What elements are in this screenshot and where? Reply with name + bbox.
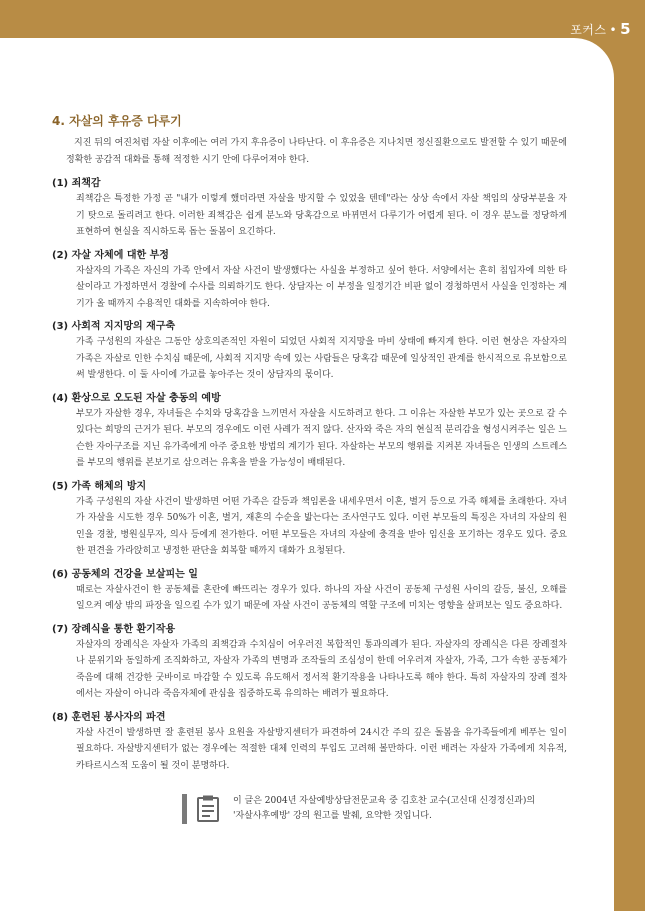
subsection-title: (1) 죄책감 (52, 178, 101, 189)
subsection-title: (5) 가족 해체의 방지 (52, 480, 147, 492)
memo-icon (189, 794, 227, 824)
subsection-body: 자살 사건이 발생하면 잘 훈련된 봉사 요원을 자살방지센터가 파견하여 24시간 주의 깊은 돌봄을 유가족들에게 베푸는 일이 필요하다. 자살방지센터가 없는 경우에는 적절한 대체 인력의 투입도 고려해 볼만하다. 이런 배려는 자살자 가족에게 치유적, 카타르시스적 도움이 될 것이 분명하다. (76, 727, 567, 771)
section-title: 4. 자살의 후유증 다루기 (52, 114, 182, 128)
subsection-body: 자살자의 장례식은 자살자 가족의 죄책감과 수치심이 어우러진 복합적인 통과의례가 된다. 자살자의 장례식은 다른 장례절차나 분위기와 동일하게 조직화하고, 자살자 가족의 변명과 조작들의 조심성이 한데 어우러져 자살자, 가족, 그가 속한 공동체가 죽음에 대해 건강한 굿바이로 마감할 수 있도록 유도해서 정서적 환기작용을 나타나도록 해야 한다. 특히 자살자의 장례 절차에서는 자살이 아니라 죽음자체에 관심을 집중하도록 유의하는 배려가 필요하다. (76, 639, 567, 699)
subsection-4 (52, 389, 567, 472)
article-body (52, 112, 567, 776)
subsection-3 (52, 317, 567, 384)
subsection-title: (4) 환상으로 오도된 자살 충동의 예방 (52, 392, 221, 404)
subsection-5 (52, 477, 567, 560)
page-number: 5 (620, 20, 631, 38)
subsection-body: 죄책감은 특정한 가정 곧 "내가 이렇게 했더라면 자살을 방지할 수 있었을 텐데"라는 상상 속에서 자살 책임의 상당부분을 자기 탓으로 돌리려고 한다. 이러한 죄책감은 쉽게 분노와 당혹감으로 바뀌면서 다루기가 어렵게 된다. 이 경우 분노를 정당하게 표현하여 현실을 직시하도록 돕는 돌봄이 요긴하다. (76, 194, 567, 237)
subsection-1 (52, 174, 567, 241)
note-bar (182, 794, 187, 824)
subsection-2 (52, 246, 567, 313)
subsection-7 (52, 620, 567, 703)
subsection-body: 자살자의 가족은 자신의 가족 안에서 자살 사건이 발생했다는 사실을 부정하고 싶어 한다. 서양에서는 흔히 침입자에 의한 타살이라고 가정하면서 경찰에 수사를 의뢰하기도 한다. 상담자는 이 부정을 일정기간 비판 없이 경청하면서 사실을 인정하는 계기가 올 때까지 수용적인 대화를 지속하여야 한다. (76, 265, 567, 309)
subsection-8 (52, 708, 567, 775)
subsection-title: (3) 사회적 지지망의 재구축 (52, 321, 176, 332)
subsection-title: (8) 훈련된 봉사자의 파견 (52, 711, 166, 723)
section-name: 포커스 (570, 23, 607, 37)
header-separator: • (609, 23, 618, 37)
subsection-body: 부모가 자살한 경우, 자녀들은 수치와 당혹감을 느끼면서 자살을 시도하려고 한다. 그 이유는 자살한 부모가 있는 곳으로 갈 수 있다는 희망의 근거가 된다. 부모의 경우에도 이런 사례가 적지 않다. 산자와 죽은 자의 현실적 분리감을 형성시켜주는 일은 느슨한 자아구조를 지닌 유가족에게 아주 중요한 방법의 계기가 된다. 자살하는 부모의 행위를 지켜본 자녀들은 인생의 스트레스를 부모의 행위를 본보기로 삼으려는 유혹을 받을 가능성이 배태된다. (76, 408, 567, 468)
note-line-2: '자살사후예방' 강의 원고를 발췌, 요약한 것입니다. (233, 811, 432, 821)
section-intro: 지진 뒤의 여진처럼 자살 이후에는 여러 가지 후유증이 나타난다. 이 후유증은 지나치면 정신질환으로도 발전할 수 있기 때문에 정확한 공감적 대화를 통해 적정한 시기 안에 다루어져야 한다. (66, 138, 567, 165)
subsection-title: (6) 공동체의 건강을 보살피는 일 (52, 568, 198, 580)
subsection-6 (52, 565, 567, 615)
note-text (233, 794, 535, 824)
note-line-1: 이 글은 2004년 자살예방상담전문교육 중 김호찬 교수(고신대 신경정신과)의 (233, 796, 536, 806)
subsection-title: (7) 장례식을 통한 환기작용 (52, 623, 176, 635)
source-note (182, 794, 582, 824)
subsection-title: (2) 자살 자체에 대한 부정 (52, 249, 169, 261)
page-header (570, 20, 631, 38)
subsection-body: 가족 구성원의 자살은 그동안 상호의존적인 자원이 되었던 사회적 지지망을 마비 상태에 빠지게 한다. 이런 현상은 자살자의 가족은 자살로 인한 수치심 때문에, 사회적 지지망 속에 있는 사람들은 당혹감 때문에 일상적인 관계를 한시적으로 유보함으로써 발생한다. 이 둘 사이에 가교를 놓아주는 것이 상담자의 몫이다. (76, 337, 567, 380)
subsection-body: 가족 구성원의 자살 사건이 발생하면 어떤 가족은 갈등과 책임론을 내세우면서 이혼, 별거 등으로 가족 해체를 초래한다. 자녀가 자살을 시도한 경우 50%가 이혼, 별거, 재혼의 수순을 밟는다는 조사연구도 있다. 이런 부모들의 특징은 자녀의 자살의 원인을 경찰, 병원실무자, 의사 등에게 전가한다. 어떤 부모들은 자녀의 자살에 충격을 받아 임신을 포기하는 경우도 있다. 중요한 편견을 가라앉히고 냉정한 판단을 회복할 때까지 대화가 요청된다. (76, 496, 567, 556)
subsection-body: 때로는 자살사건이 한 공동체를 혼란에 빠뜨리는 경우가 있다. 하나의 자살 사건이 공동체 구성원 사이의 갈등, 불신, 오해를 일으켜 예상 밖의 파장을 일으킬 수가 있기 때문에 자살 사건이 공동체의 역할 구조에 미치는 영향을 살펴보는 일도 중요하다. (76, 584, 567, 611)
